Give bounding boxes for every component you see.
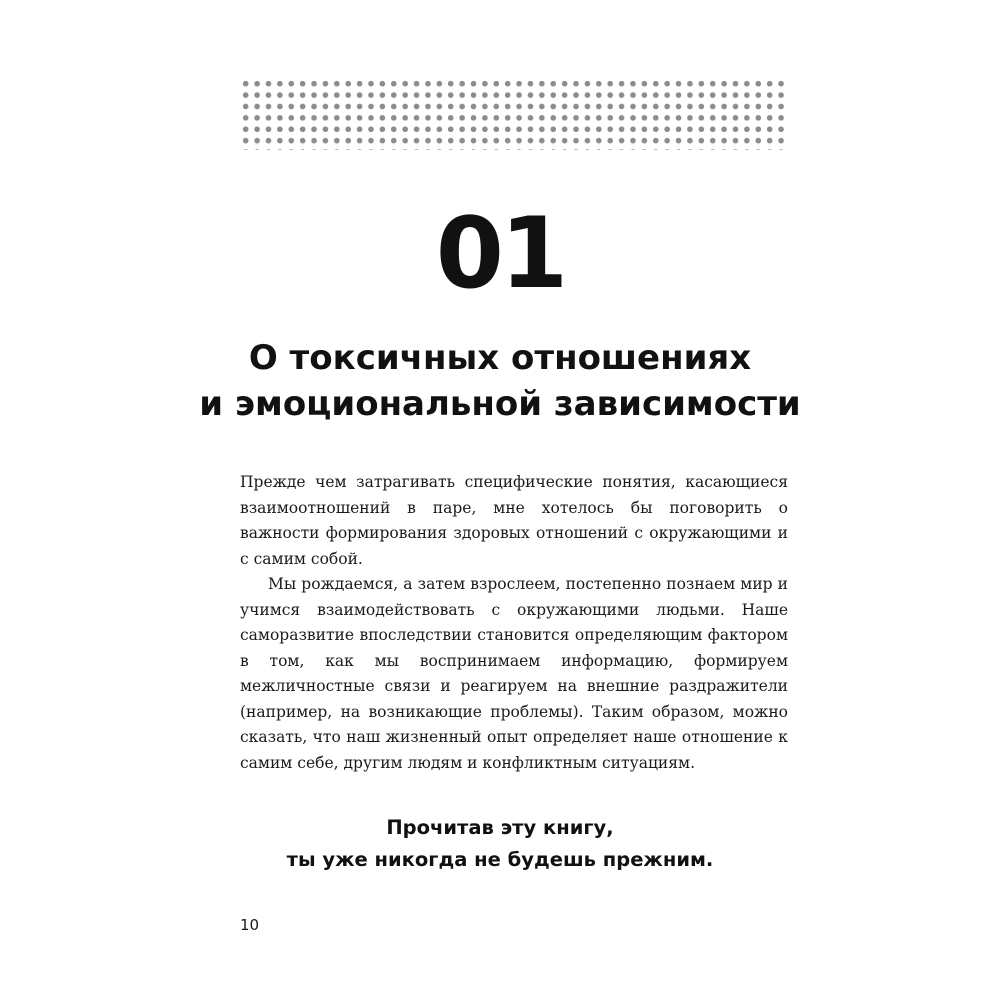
pull-quote-line-1: Прочитав эту книгу, [386, 816, 614, 839]
pull-quote [0, 812, 1000, 876]
paragraph-1: Прежде чем затрагивать специфические понятия, касающиеся взаимоотношений в паре, мне хотелось бы поговорить о важности формирования здоровых отношений с окружающими и с самим собой. [240, 473, 788, 568]
paragraph-2: Мы рождаемся, а затем взрослеем, постепенно познаем мир и учимся взаимодействовать с окружающими людьми. Наше саморазвитие впоследствии становится определяющим фактором в том, как мы воспринимаем информацию, формируем межличностные связи и реагируем на внешние раздражители (например, на возникающие проблемы). Таким образом, можно сказать, что наш жизненный опыт определяет наше отношение к самим себе, другим людям и конфликтным ситуациям. [240, 575, 788, 772]
body-text [240, 470, 788, 776]
chapter-number: 01 [435, 197, 565, 311]
chapter-title-line-1: О токсичных отношениях [248, 338, 752, 378]
page-number: 10 [240, 916, 260, 934]
halftone-dot-pattern [240, 78, 788, 150]
chapter-title [0, 335, 1000, 427]
pull-quote-line-2: ты уже никогда не будешь прежним. [286, 848, 714, 871]
chapter-title-line-2: и эмоциональной зависимости [199, 384, 801, 424]
